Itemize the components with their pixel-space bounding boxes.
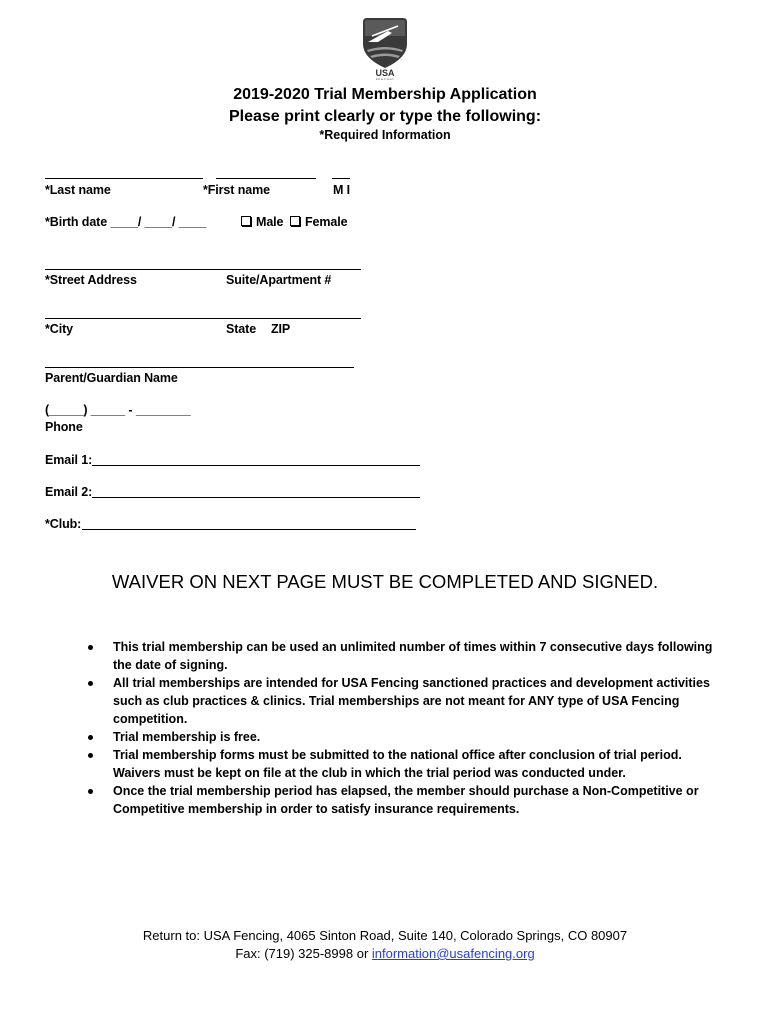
page-title: 2019-2020 Trial Membership Application (233, 86, 537, 103)
guardian-label: Parent/Guardian Name (45, 371, 178, 385)
email1-label: Email 1: (45, 453, 93, 467)
list-item: Trial membership is free. (84, 728, 724, 746)
usa-fencing-logo (358, 14, 412, 80)
fax-line (0, 946, 770, 961)
club-line[interactable] (82, 529, 416, 530)
email2-label: Email 2: (45, 485, 93, 499)
waiver-notice: WAIVER ON NEXT PAGE MUST BE COMPLETED AND SIGNED. (111, 571, 659, 592)
svg-text:FENCING: FENCING (375, 78, 395, 80)
male-option[interactable] (241, 215, 283, 229)
list-item: Trial membership forms must be submitted to the national office after conclusion of trial period. Waivers must be kept on file at the club in which the trial period was conducted under. (84, 746, 724, 782)
city-line[interactable] (45, 318, 361, 319)
return-address: Return to: USA Fencing, 4065 Sinton Road, Suite 140, Colorado Springs, CO 80907 (142, 928, 628, 943)
guardian-line[interactable] (45, 367, 354, 368)
mi-line[interactable] (332, 178, 350, 179)
info-bullet-list (84, 638, 724, 818)
fax-text: Fax: (719) 325-8998 or (235, 946, 372, 961)
bullet-icon (88, 753, 93, 758)
bullet-icon (88, 681, 93, 686)
birth-date-label: *Birth date ____/ ____/ ____ (45, 215, 207, 229)
bullet-icon (88, 645, 93, 650)
page-subtitle: Please print clearly or type the following: (228, 108, 542, 125)
first-name-label: *First name (203, 183, 270, 197)
female-option[interactable] (290, 215, 347, 229)
list-item: This trial membership can be used an unlimited number of times within 7 consecutive days following the date of signing. (84, 638, 724, 674)
list-item: All trial memberships are intended for USA Fencing sanctioned practices and development activities such as club practices & clinics. Trial memberships are not meant for ANY type of USA Fencing competition. (84, 674, 724, 728)
phone-label: Phone (45, 420, 83, 434)
zip-label: ZIP (271, 322, 291, 336)
city-label: *City (45, 322, 73, 336)
last-name-line[interactable] (45, 178, 203, 179)
last-name-label: *Last name (45, 183, 111, 197)
bullet-icon (88, 789, 93, 794)
state-label: State (226, 322, 257, 336)
email1-line[interactable] (92, 465, 420, 466)
email-link[interactable]: information@usafencing.org (371, 946, 535, 961)
svg-text:USA: USA (375, 68, 395, 78)
female-checkbox[interactable] (290, 216, 300, 226)
street-address-label: *Street Address (45, 273, 137, 287)
street-address-line[interactable] (45, 269, 361, 270)
male-checkbox[interactable] (241, 216, 251, 226)
mi-label: M I (333, 183, 351, 197)
first-name-line[interactable] (216, 178, 316, 179)
phone-field[interactable]: (_____) _____ - ________ (45, 403, 191, 417)
female-label: Female (305, 215, 348, 229)
bullet-icon (88, 735, 93, 740)
list-item: Once the trial membership period has elapsed, the member should purchase a Non-Competitive or Competitive membership in order to satisfy insurance requirements. (84, 782, 724, 818)
email2-line[interactable] (92, 497, 420, 498)
male-label: Male (256, 215, 284, 229)
club-label: *Club: (45, 517, 82, 531)
suite-label: Suite/Apartment # (226, 273, 332, 287)
required-note: *Required Information (319, 128, 451, 142)
